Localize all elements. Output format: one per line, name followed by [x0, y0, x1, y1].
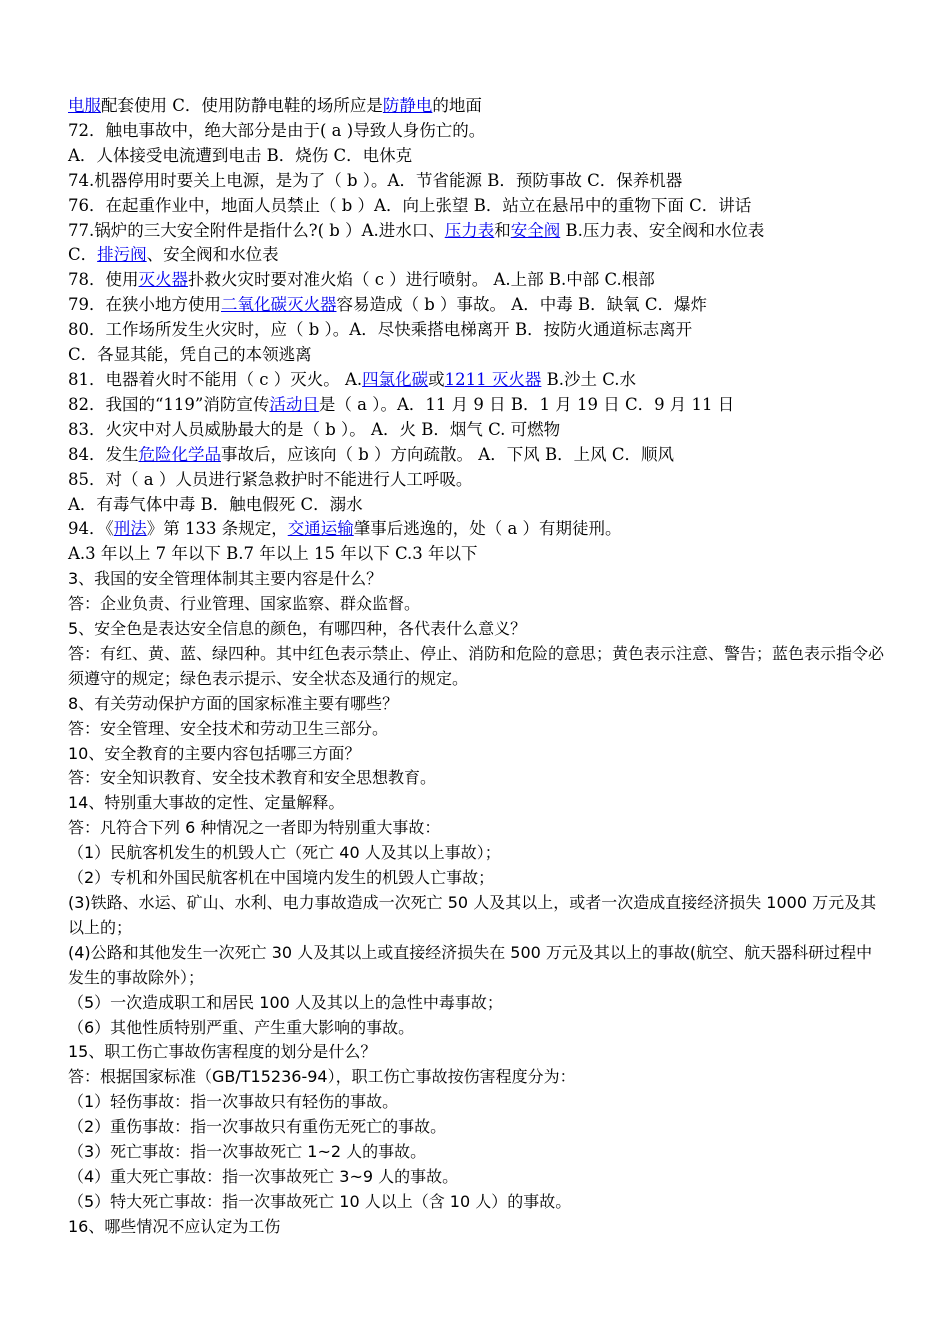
text: 79．在狭小地方使用 — [68, 295, 221, 315]
answer-8: 答：安全管理、安全技术和劳动卫生三部分。 — [68, 718, 389, 738]
question-10: 10、安全教育的主要内容包括哪三方面？ — [68, 743, 361, 763]
answer-15-item-3: （3）死亡事故：指一次事故死亡 1~2 人的事故。 — [68, 1142, 427, 1162]
answer-14-item-1: （1）民航客机发生的机毁人亡（死亡 40 人及其以上事故）； — [68, 843, 501, 863]
link-blowdown-valve[interactable]: 排污阀 — [97, 245, 147, 265]
link-pressure-gauge[interactable]: 压力表 — [444, 220, 495, 240]
text: 的地面 — [432, 96, 482, 115]
text: 84．发生 — [68, 444, 139, 464]
link-fire-extinguisher[interactable]: 灭火器 — [138, 270, 188, 290]
text: 事故后，应该向（ b ）方向疏散。 A．下风 B．上风 C．顺风 — [221, 444, 674, 464]
question-14: 14、特别重大事故的定性、定量解释。 — [68, 793, 345, 813]
text: 扑救火灾时要对准火焰（ c ）进行喷射。 A.上部 B.中部 C.根部 — [188, 270, 655, 290]
text: B.沙土 C.水 — [541, 369, 637, 389]
link-1211-extinguisher[interactable]: 1211 灭火器 — [444, 369, 542, 389]
answer-15-item-5: （5）特大死亡事故：指一次事故死亡 10 人以上（含 10 人）的事故。 — [68, 1191, 572, 1211]
question-8: 8、有关劳动保护方面的国家标准主要有哪些？ — [68, 693, 399, 713]
line-10: 80．工作场所发生火灾时，应（ b ）。A．尽快乘搭电梯离开 B．按防火通道标志离开 — [68, 320, 693, 340]
answer-14-item-3: (3)铁路、水运、矿山、水利、电力事故造成一次死亡 50 人及其以上，或者一次造成直接经济损失 1000 万元及其以上的； — [68, 893, 877, 937]
answer-14: 答：凡符合下列 6 种情况之一者即为特别重大事故： — [68, 818, 441, 838]
question-3: 3、我国的安全管理体制其主要内容是什么？ — [68, 569, 383, 589]
question-15: 15、职工伤亡事故伤害程度的划分是什么？ — [68, 1042, 377, 1062]
answer-14-item-6: （6）其他性质特别严重、产生重大影响的事故。 — [68, 1017, 415, 1037]
answer-15-item-4: （4）重大死亡事故：指一次事故死亡 3~9 人的事故。 — [68, 1166, 459, 1186]
line-13 — [68, 393, 888, 418]
line-01 — [68, 94, 888, 119]
line-03: A．人体接受电流遭到电击 B．烧伤 C．电休克 — [68, 145, 413, 165]
text: 94．《 — [68, 519, 114, 539]
link-carbon-tetrachloride[interactable]: 四氯化碳 — [362, 369, 429, 389]
answer-15: 答：根据国家标准（GB/T15236-94），职工伤亡事故按伤害程度分为： — [68, 1067, 576, 1087]
link-hazardous-chemicals[interactable]: 危险化学品 — [138, 444, 221, 464]
text: 78．使用 — [68, 270, 139, 290]
line-19: A.3 年以上 7 年以下 B.7 年以上 15 年以下 C.3 年以下 — [68, 544, 478, 564]
line-17: A．有毒气体中毒 B．触电假死 C．溺水 — [68, 494, 363, 514]
line-07 — [68, 243, 888, 268]
text: 容易造成（ b ）事故。 A．中毒 B．缺氧 C．爆炸 — [336, 295, 707, 315]
answer-14-item-4: (4)公路和其他发生一次死亡 30 人及其以上或直接经济损失在 500 万元及其以上的事故(航空、航天器科研过程中发生的事故除外）； — [68, 942, 873, 987]
answer-15-item-2: （2）重伤事故：指一次事故只有重伤无死亡的事故。 — [68, 1117, 447, 1137]
text: 和 — [494, 220, 511, 240]
line-11: C．各显其能，凭自己的本领逃离 — [68, 345, 312, 365]
line-15 — [68, 443, 888, 468]
answer-5: 答：有红、黄、蓝、绿四种。其中红色表示禁止、停止、消防和危险的意思；黄色表示注意、警告；蓝色表示指令必须遵守的规定；绿色表示提示、安全状态及通行的规定。 — [68, 643, 885, 688]
line-05: 76．在起重作业中，地面人员禁止（ b ）A．向上张望 B．站立在悬吊中的重物下面 C．讲话 — [68, 195, 752, 215]
link-safety-valve[interactable]: 安全阀 — [510, 220, 561, 240]
document-page — [68, 94, 888, 1240]
line-09 — [68, 293, 888, 318]
answer-3: 答：企业负责、行业管理、国家监察、群众监督。 — [68, 594, 421, 614]
link-co2-extinguisher[interactable]: 二氧化碳灭火器 — [221, 295, 337, 315]
text: 82．我国的“119”消防宣传 — [68, 394, 270, 414]
line-06 — [68, 219, 888, 244]
answer-10: 答：安全知识教育、安全技术教育和安全思想教育。 — [68, 768, 437, 788]
line-08 — [68, 268, 888, 293]
link-static-clothing[interactable]: 电服 — [68, 96, 101, 115]
text: 》第 133 条规定， — [146, 519, 288, 539]
line-14: 83．火灾中对人员威胁最大的是（ b ）。 A．火 B．烟气 C. 可燃物 — [68, 419, 561, 439]
link-activity-day[interactable]: 活动日 — [269, 394, 319, 414]
line-12 — [68, 368, 888, 393]
text: 81．电器着火时不能用（ c ）灭火。 A. — [68, 369, 363, 389]
text: 或 — [428, 369, 445, 389]
text: 是（ a ）。A．11 月 9 日 B．1 月 19 日 C．9 月 11 日 — [318, 394, 735, 414]
answer-14-item-2: （2）专机和外国民航客机在中国境内发生的机毁人亡事故； — [68, 868, 495, 888]
question-5: 5、安全色是表达安全信息的颜色，有哪四种，各代表什么意义？ — [68, 619, 527, 639]
text: 77.锅炉的三大安全附件是指什么?( b ）A.进水口、 — [68, 220, 445, 240]
line-16: 85．对（ a ）人员进行紧急救护时不能进行人工呼吸。 — [68, 469, 473, 489]
question-16: 16、哪些情况不应认定为工伤 — [68, 1216, 281, 1236]
text: 、安全阀和水位表 — [146, 245, 279, 265]
text: 配套使用 C．使用防静电鞋的场所应是 — [101, 96, 383, 115]
link-transportation[interactable]: 交通运输 — [287, 519, 354, 539]
line-04: 74.机器停用时要关上电源，是为了（ b ）。A．节省能源 B．预防事故 C．保养机器 — [68, 170, 683, 190]
answer-15-item-1: （1）轻伤事故：指一次事故只有轻伤的事故。 — [68, 1092, 399, 1112]
link-criminal-law[interactable]: 刑法 — [113, 519, 147, 539]
text: C． — [68, 245, 98, 265]
line-02: 72．触电事故中，绝大部分是由于( a )导致人身伤亡的。 — [68, 120, 486, 140]
text: 肇事后逃逸的，处（ a ）有期徒刑。 — [353, 519, 622, 539]
link-antistatic[interactable]: 防静电 — [382, 96, 433, 115]
text: B.压力表、安全阀和水位表 — [560, 220, 765, 240]
line-18 — [68, 517, 888, 542]
answer-14-item-5: （5）一次造成职工和居民 100 人及其以上的急性中毒事故； — [68, 992, 503, 1012]
